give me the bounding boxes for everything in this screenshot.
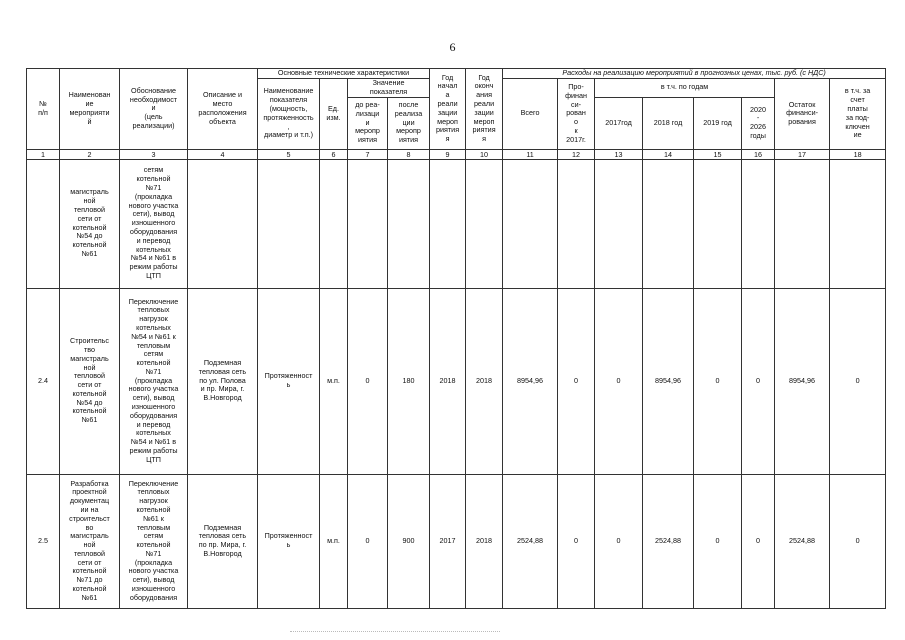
header-value-before: до реа- лизаци и меропр иятия (348, 97, 388, 149)
row-remaining-financing (775, 159, 830, 288)
row-end-year: 2018 (466, 474, 503, 608)
header-value-after: после реализа ции меропр иятия (388, 97, 430, 149)
row-object-description: Подземная тепловая сеть по ул. Полова и пр. Мира, г. В.Новгород (188, 288, 258, 474)
row-financed-before-2017: 0 (558, 288, 595, 474)
column-number: 3 (120, 149, 188, 159)
table-row (27, 474, 886, 608)
row-remaining-financing: 8954,96 (775, 288, 830, 474)
header-year-2019: 2019 год (694, 97, 742, 149)
header-years-2020-2026: 2020 - 2026 годы (742, 97, 775, 149)
row-number: 2.5 (27, 474, 60, 608)
header-financed-before-2017: Про- финан си- рован о к 2017г. (558, 79, 595, 150)
row-remaining-financing: 2524,88 (775, 474, 830, 608)
row-total: 2524,88 (503, 474, 558, 608)
column-number: 7 (348, 149, 388, 159)
investment-program-table (26, 68, 886, 609)
header-connection-fee: в т.ч. за счет платы за под- ключен ие (830, 79, 886, 150)
page-number: 6 (449, 40, 456, 54)
header-year-2018: 2018 год (643, 97, 694, 149)
row-connection-fee: 0 (830, 474, 886, 608)
row-start-year: 2018 (430, 288, 466, 474)
row-year-2019 (694, 159, 742, 288)
row-justification: сетям котельной №71 (прокладка нового участка сети), вывод изношенного оборудования и перевод котельных №54 и №61 в режим работы ЦТП (120, 159, 188, 288)
row-indicator-name: Протяженност ь (258, 474, 320, 608)
row-years-2020-2026 (742, 159, 775, 288)
row-value-before: 0 (348, 288, 388, 474)
row-years-2020-2026: 0 (742, 288, 775, 474)
header-row-1 (27, 69, 886, 79)
column-number: 11 (503, 149, 558, 159)
column-number: 17 (775, 149, 830, 159)
header-remaining-financing: Остаток финанси- рования (775, 79, 830, 150)
column-number: 5 (258, 149, 320, 159)
column-number: 13 (595, 149, 643, 159)
row-financed-before-2017 (558, 159, 595, 288)
header-group-value: Значение показателя (348, 79, 430, 98)
table-row (27, 288, 886, 474)
header-justification: Обоснование необходимост и (цель реализации) (120, 69, 188, 150)
row-value-before: 0 (348, 474, 388, 608)
header-unit: Ед. изм. (320, 79, 348, 150)
header-number: № п/п (27, 69, 60, 150)
column-number: 16 (742, 149, 775, 159)
column-number: 12 (558, 149, 595, 159)
column-number: 15 (694, 149, 742, 159)
row-year-2018 (643, 159, 694, 288)
column-number: 6 (320, 149, 348, 159)
row-object-description (188, 159, 258, 288)
row-number: 2.4 (27, 288, 60, 474)
row-years-2020-2026: 0 (742, 474, 775, 608)
header-group-by-years: в т.ч. по годам (595, 79, 775, 98)
row-unit: м.п. (320, 474, 348, 608)
row-year-2017: 0 (595, 288, 643, 474)
row-year-2017: 0 (595, 474, 643, 608)
row-value-before (348, 159, 388, 288)
row-total (503, 159, 558, 288)
row-connection-fee (830, 159, 886, 288)
row-indicator-name: Протяженност ь (258, 288, 320, 474)
header-measure-name: Наименован ие мероприяти й (60, 69, 120, 150)
column-number: 1 (27, 149, 60, 159)
header-object-description: Описание и место расположения объекта (188, 69, 258, 150)
row-connection-fee: 0 (830, 288, 886, 474)
row-value-after: 900 (388, 474, 430, 608)
row-justification: Переключение тепловых нагрузок котельных №54 и №61 к тепловым сетям котельной №71 (прокладка нового участка сети), вывод изношенного оборудования и перевод котельных №54 и №61 в режим работы ЦТП (120, 288, 188, 474)
column-number: 9 (430, 149, 466, 159)
row-unit (320, 159, 348, 288)
column-number: 2 (60, 149, 120, 159)
row-year-2019: 0 (694, 288, 742, 474)
column-number: 10 (466, 149, 503, 159)
row-end-year (466, 159, 503, 288)
row-measure-name: Строительс тво магистраль ной тепловой сети от котельной №54 до котельной №61 (60, 288, 120, 474)
column-number: 18 (830, 149, 886, 159)
row-financed-before-2017: 0 (558, 474, 595, 608)
row-year-2018: 8954,96 (643, 288, 694, 474)
row-number (27, 159, 60, 288)
scan-artifact-line (290, 631, 500, 634)
column-number: 4 (188, 149, 258, 159)
row-indicator-name (258, 159, 320, 288)
header-group-technical: Основные технические характеристики (258, 69, 430, 79)
header-start-year: Год начал а реали зации мероп риятия я (430, 69, 466, 150)
row-justification: Переключение тепловых нагрузок котельной №61 к тепловым сетям котельной №71 (прокладка нового участка сети), вывод изношенного оборудования (120, 474, 188, 608)
row-object-description: Подземная тепловая сеть по пр. Мира, г. В.Новгород (188, 474, 258, 608)
row-year-2019: 0 (694, 474, 742, 608)
header-group-costs: Расходы на реализацию мероприятий в прогнозных ценах, тыс. руб. (с НДС) (503, 69, 886, 79)
header-end-year: Год оконч ания реали зации мероп риятия я (466, 69, 503, 150)
row-measure-name: Разработка проектной документац ии на строительст во магистраль ной тепловой сети от котельной №71 до котельной №61 (60, 474, 120, 608)
row-year-2018: 2524,88 (643, 474, 694, 608)
row-start-year (430, 159, 466, 288)
header-total: Всего (503, 79, 558, 150)
column-number: 8 (388, 149, 430, 159)
header-year-2017: 2017год (595, 97, 643, 149)
row-end-year: 2018 (466, 288, 503, 474)
row-value-after: 180 (388, 288, 430, 474)
row-total: 8954,96 (503, 288, 558, 474)
table-row (27, 159, 886, 288)
header-indicator-name: Наименование показателя (мощность, протяженность , диаметр и т.п.) (258, 79, 320, 150)
row-unit: м.п. (320, 288, 348, 474)
column-number-row (27, 149, 886, 159)
row-measure-name: магистраль ной тепловой сети от котельной №54 до котельной №61 (60, 159, 120, 288)
row-year-2017 (595, 159, 643, 288)
column-number: 14 (643, 149, 694, 159)
row-value-after (388, 159, 430, 288)
row-start-year: 2017 (430, 474, 466, 608)
